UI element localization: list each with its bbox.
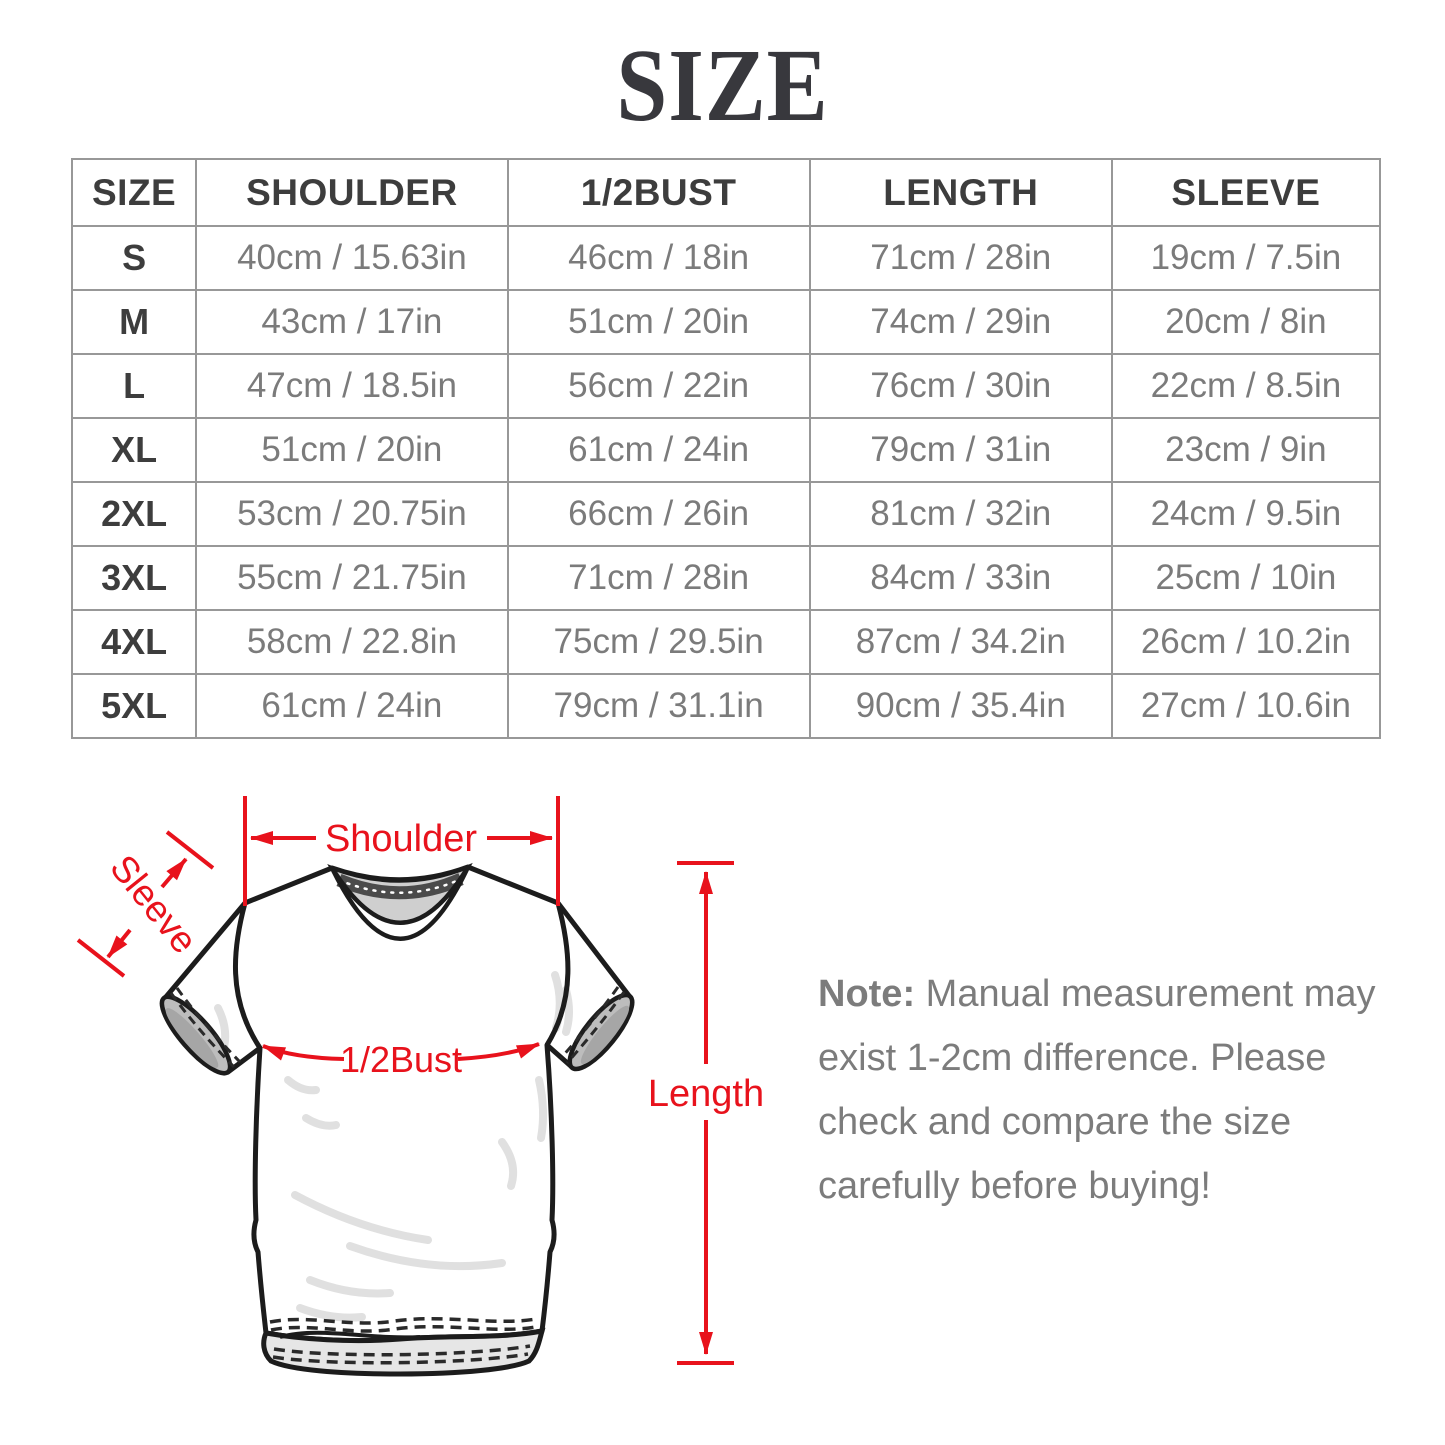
sleeve-arrow-down — [108, 930, 130, 957]
sleeve-label: Sleeve — [102, 847, 206, 961]
size-cell: L — [72, 354, 196, 418]
shoulder-label: Shoulder — [324, 818, 478, 860]
size-cell: 2XL — [72, 482, 196, 546]
size-cell: 4XL — [72, 610, 196, 674]
bust-label: 1/2Bust — [339, 1039, 463, 1080]
value-cell: 66cm / 26in — [508, 482, 810, 546]
value-cell: 51cm / 20in — [508, 290, 810, 354]
sleeve-top-tick — [167, 832, 213, 868]
value-cell: 58cm / 22.8in — [196, 610, 507, 674]
value-cell: 76cm / 30in — [810, 354, 1112, 418]
header-cell: 1/2BUST — [508, 159, 810, 226]
table-row — [72, 418, 1380, 482]
value-cell: 90cm / 35.4in — [810, 674, 1112, 738]
value-cell: 40cm / 15.63in — [196, 226, 507, 290]
value-cell: 56cm / 22in — [508, 354, 810, 418]
value-cell: 25cm / 10in — [1112, 546, 1380, 610]
value-cell: 87cm / 34.2in — [810, 610, 1112, 674]
note-line: exist 1-2cm difference. Please — [818, 1037, 1327, 1079]
sleeve-arrow-up — [162, 859, 186, 887]
size-table-wrapper — [71, 158, 1381, 739]
header-cell: SHOULDER — [196, 159, 507, 226]
value-cell: 22cm / 8.5in — [1112, 354, 1380, 418]
sleeve-annotation — [78, 832, 213, 976]
table-row — [72, 290, 1380, 354]
table-row — [72, 226, 1380, 290]
value-cell: 61cm / 24in — [508, 418, 810, 482]
size-table-head — [72, 159, 1380, 226]
table-row — [72, 546, 1380, 610]
length-label: Length — [647, 1073, 765, 1115]
size-cell: 5XL — [72, 674, 196, 738]
value-cell: 51cm / 20in — [196, 418, 507, 482]
size-table — [71, 158, 1381, 739]
table-row — [72, 610, 1380, 674]
size-cell: S — [72, 226, 196, 290]
table-row — [72, 354, 1380, 418]
length-annotation — [648, 863, 764, 1363]
note-line: carefully before buying! — [818, 1165, 1211, 1207]
note-line — [818, 962, 1398, 1026]
value-cell: 81cm / 32in — [810, 482, 1112, 546]
note-line: check and compare the size — [818, 1101, 1292, 1143]
header-cell: LENGTH — [810, 159, 1112, 226]
value-cell: 47cm / 18.5in — [196, 354, 507, 418]
value-cell: 79cm / 31in — [810, 418, 1112, 482]
value-cell: 53cm / 20.75in — [196, 482, 507, 546]
size-table-body — [72, 226, 1380, 738]
table-row — [72, 482, 1380, 546]
value-cell: 55cm / 21.75in — [196, 546, 507, 610]
value-cell: 71cm / 28in — [810, 226, 1112, 290]
value-cell: 23cm / 9in — [1112, 418, 1380, 482]
value-cell: 24cm / 9.5in — [1112, 482, 1380, 546]
header-cell: SIZE — [72, 159, 196, 226]
value-cell: 84cm / 33in — [810, 546, 1112, 610]
value-cell: 71cm / 28in — [508, 546, 810, 610]
table-row — [72, 674, 1380, 738]
value-cell: 26cm / 10.2in — [1112, 610, 1380, 674]
value-cell: 20cm / 8in — [1112, 290, 1380, 354]
note-text — [818, 962, 1398, 1218]
note-label: Note: — [818, 973, 916, 1015]
value-cell: 79cm / 31.1in — [508, 674, 810, 738]
size-cell: M — [72, 290, 196, 354]
size-cell: XL — [72, 418, 196, 482]
tshirt-measurement-diagram — [50, 780, 810, 1445]
value-cell: 19cm / 7.5in — [1112, 226, 1380, 290]
value-cell: 75cm / 29.5in — [508, 610, 810, 674]
note-line-1: Manual measurement may — [925, 973, 1376, 1015]
value-cell: 27cm / 10.6in — [1112, 674, 1380, 738]
header-cell: SLEEVE — [1112, 159, 1380, 226]
value-cell: 61cm / 24in — [196, 674, 507, 738]
page-title: SIZE — [616, 28, 829, 143]
value-cell: 46cm / 18in — [508, 226, 810, 290]
size-cell: 3XL — [72, 546, 196, 610]
value-cell: 43cm / 17in — [196, 290, 507, 354]
tshirt-illustration — [153, 867, 642, 1374]
value-cell: 74cm / 29in — [810, 290, 1112, 354]
